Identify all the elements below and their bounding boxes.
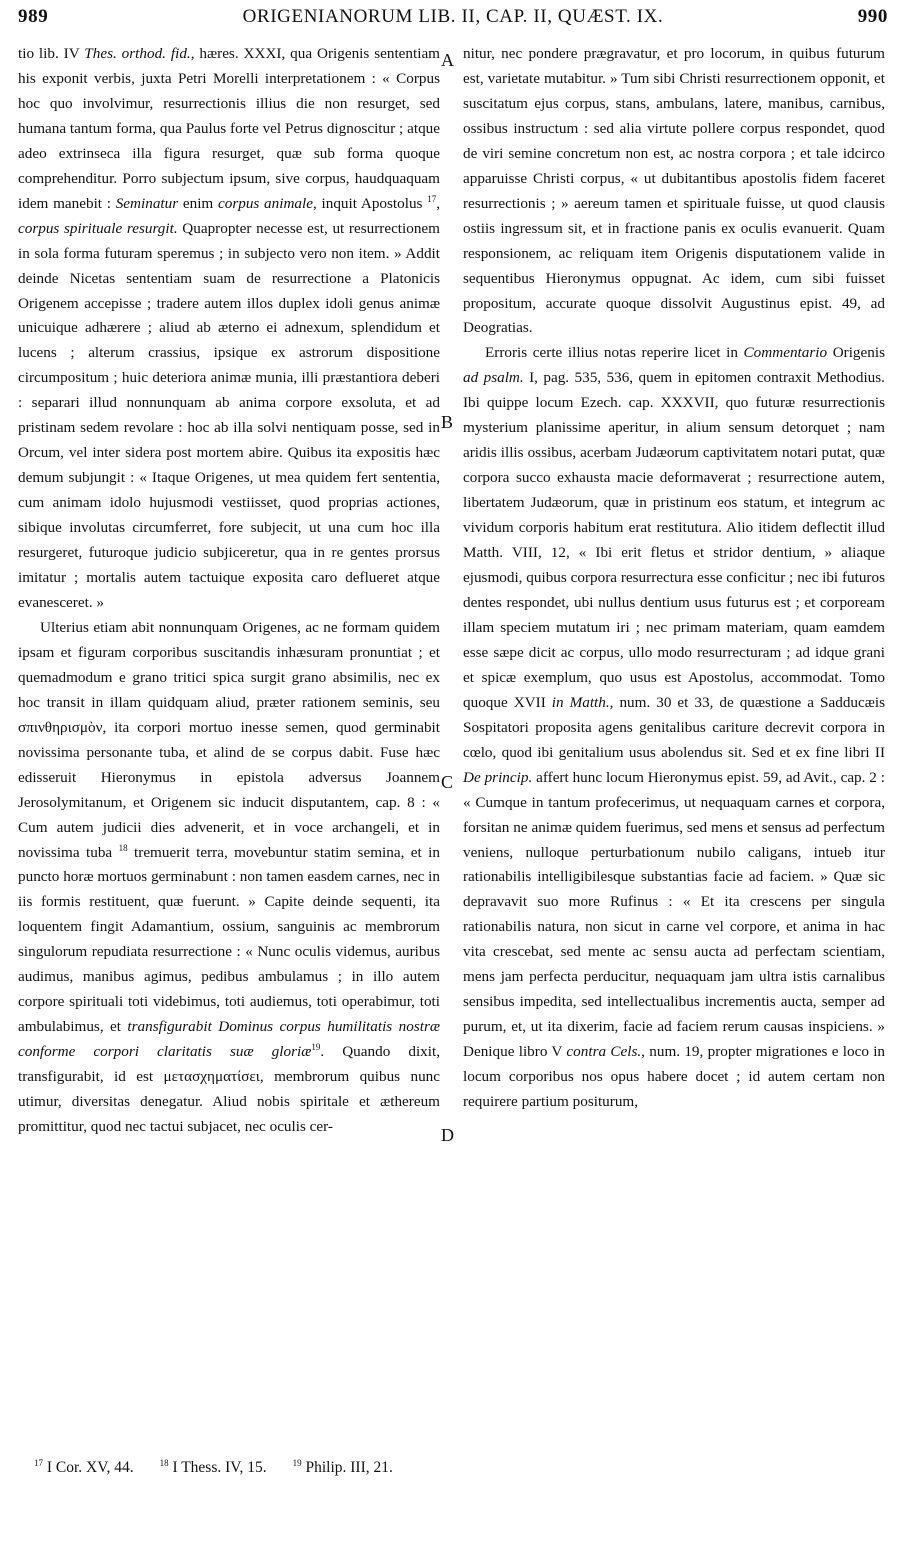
page-number-right: 990 bbox=[857, 6, 888, 27]
margin-marker-c: C bbox=[441, 772, 454, 792]
page-number-left: 989 bbox=[18, 6, 49, 27]
margin-marker-d: D bbox=[441, 1125, 454, 1145]
right-column bbox=[463, 42, 885, 1115]
margin-marker-a: A bbox=[441, 50, 454, 70]
footnotes bbox=[34, 1458, 419, 1477]
running-title: ORIGENIANORUM LIB. II, CAP. II, QUÆST. IX. bbox=[242, 6, 664, 27]
footnote: $^{18}$ I Thess. IV, 15. bbox=[159, 1458, 267, 1477]
paragraph: tio lib. IV Thes. orthod. fid., hæres. XXXI, qua Origenis sententiam his exponit verbis, juxta Petri Morelli interpretationem : « Corpus hoc quo involvimur, resurrectionis illius die non resurget, sed humana tantum forma, qua Paulus forte vel Petrus dignoscitur ; atque adeo extrinseca illa figura resurget, quæ sub forma quoque comprehenditur. Porro subjectum ipsum, sive corpus, haudquaquam idem manebit : Seminatur enim corpus animale, inquit Apostolus $^{17}$, corpus spirituale resurgit. Quapropter necesse est, ut resurrectionem in sola forma futuram speremus ; in subjecto vero non item. » Addit deinde Nicetas sententiam suam de resurrectione a Platonicis Origenem accepisse ; tradere autem illos duplex idoli genus animæ unicuique adhærere ; aliud ab æterno ei adnexum, splendidum et lucens ; alterum crassius, ipsique ex astrorum dispositione circumpositum ; huic deteriora animæ munia, illi præstantiora deberi : separari illud nonnunquam ab anima corpore exsoluta, et ad pristinam sedem revolare : hoc ab illa solvi nentiquam posse, sed in Orcum, vel inter sidera post mortem abire. Quibus ita expositis hæc demum subjungit : « Itaque Origenes, ut mea quidem fert sententia, cum animam idolo hujusmodi vestiisset, quod proprias actiones, sibique involutas circumferret, fore subjecit, ut una cum hoc illa resurgeret, futuroque judicio subjiceretur, qua in re gentes prorsus imitatur ; mortalis autem tactuique exposita caro deflueret atque evanesceret. » bbox=[18, 45, 440, 611]
footnote-ref: 19 bbox=[311, 1042, 321, 1053]
left-column bbox=[18, 42, 440, 1140]
paragraph: Ulterius etiam abit nonnunquam Origenes, ac ne formam quidem ipsam et figuram corporibus suscitandis inhæsuram pronuntiat ; et quemadmodum e grano tritici spica surgit grano absimilis, nec ex hoc transit in illam quidquam aliud, præter rationem seminis, seu σπινθηρισμὸν, ita corpori mortuo inesse semen, quod germinabit novissima personante tuba, et alind de se corpus dabit. Fuse hæc edisseruit Hieronymus in epistola adversus Joannem Jerosolymitanum, et Origenem sic inducit disputantem, cap. 8 : « Cum autem judicii dies advenerit, et in voce archangeli, et in novissima tuba $^{18}$ tremuerit terra, movebuntur statim semina, et in puncto horæ mortuos germinabunt : non tamen easdem carnes, nec in iis formis restituent, quæ fuerunt. » Capite deinde sequenti, ita loquentem fingit Adamantium, ossium, sanguinis ac membrorum singulorum repudiata resurrectione : « Nunc oculis videmus, auribus audimus, manibus agimus, pedibus ambulamus ; in illo autem corpore spirituali toti videbimus, toti audiemus, toti operabimur, toti ambulabimus, et transfigurabit Dominus corpus humilitatis nostræ conforme corpori claritatis suæ gloriæ$^{19}$. Quando dixit, transfigurabit, id est μετασχηματίσει, membrorum quibus nunc utimur, diversitas denegatur. Aliud nobis spiritale et æthereum promittitur, quod nec tactui subjacet, nec oculis cer- bbox=[18, 618, 440, 1135]
margin-marker-b: B bbox=[441, 412, 454, 432]
footnote: $^{17}$ I Cor. XV, 44. bbox=[34, 1458, 134, 1477]
page-header bbox=[18, 6, 888, 32]
footnote-ref: 17 bbox=[427, 193, 437, 204]
footnote-ref: 18 bbox=[118, 842, 128, 853]
footnote: $^{19}$ Philip. III, 21. bbox=[292, 1458, 393, 1477]
paragraph: Erroris certe illius notas reperire licet in Commentario Origenis ad psalm. I, pag. 535, 536, quem in epitomen contraxit Methodius. Ibi quippe locum Ezech. cap. XXXVII, quo futuræ resurrectionis mysterium planissime aperitur, in alium sensum detorquet ; nam aridis illis ossibus, acerbam Judæorum captivitatem notari putat, quæ corpora succo exhausta macie deformaverat ; resurrectione autem, libertatem Judæorum, quæ in pristinum eos statum, et integrum ac vividum corporis habitum erat restitutura. Alio itidem deflectit illud Matth. VIII, 12, « Ibi erit fletus et stridor dentium, » aliaque ejusmodi, quibus corpora resurrectura esse conficitur ; nec ibi futuros dentes respondet, ubi nullus dentium usus futurus est ; et corpoream illam speciem mutatum iri ; nec primam materiam, quam eamdem esse sæpe dicit ac corpus, ullo modo resurrecturam ; ad idque grani et spicæ exemplum, quo usus est Apostolus, accommodat. Tomo quoque XVII in Matth., num. 30 et 33, de quæstione a Sadducæis Sospitatori proposita agens genitalibus cariture decrevit corpora in cœlo, quod ibi genitalium usus abolendus sit. Sed et ex fine libri II De princip. affert hunc locum Hieronymus epist. 59, ad Avit., cap. 2 : « Cumque in tantum profecerimus, ut nequaquam carnes et corpora, forsitan ne animæ quidem fuerimus, sed mens et sensus ad perfectum veniens, nulloque perturbationum nubilo caligans, intueb itur rationabilis intelligibilesque substantias facie ad faciem. » Quæ sic depravavit suo more Rufinus : « Et ita crescens per singula rationabilis natura, non sicut in carne vel corpore, et anima in hac vita crescebat, sed mente ac sensu aucta ad perfectam scientiam, mens jam perfecta perducitur, nequaquam jam ultra istis carnalibus sensibus impedita, sed intellectualibus incrementis aucta, semper ad purum, et, ut ita dixerim, facie ad faciem rerum causas inspiciens. » Denique libro V contra Cels., num. 19, propter migrationes e loco in locum corporibus nos opus habere docet ; id autem certam non requirere partium positurum, bbox=[463, 344, 886, 1111]
paragraph: nitur, nec pondere prægravatur, et pro locorum, in quibus futurum est, varietate mutabitur. » Tum sibi Christi resurrectionem opponit, et suscitatum ejus corpus, stans, ambulans, latere, manibus, carnibus, ossibus instructum : sed alia virtute pollere corpus respondet, quod de viri semine concretum non est, ac nostra corpora ; et tale idcirco apparuisse Christi corpus, « ut dubitantibus apostolis fidem faceret resurrectionis ; » aereum tamen et spirituale fuisse, ut quod clausis ostiis ingressum sit, et in fractione panis ex oculis evanuerit. Quam responsionem, ac reliquam item Origenis disputationem valide in sequentibus Hieronymus oppugnat. Ac idem, cum sibi fuisset propositum, accurate quoque dissolvit Augustinus epist. 49, ad Deogratias. bbox=[463, 45, 885, 337]
